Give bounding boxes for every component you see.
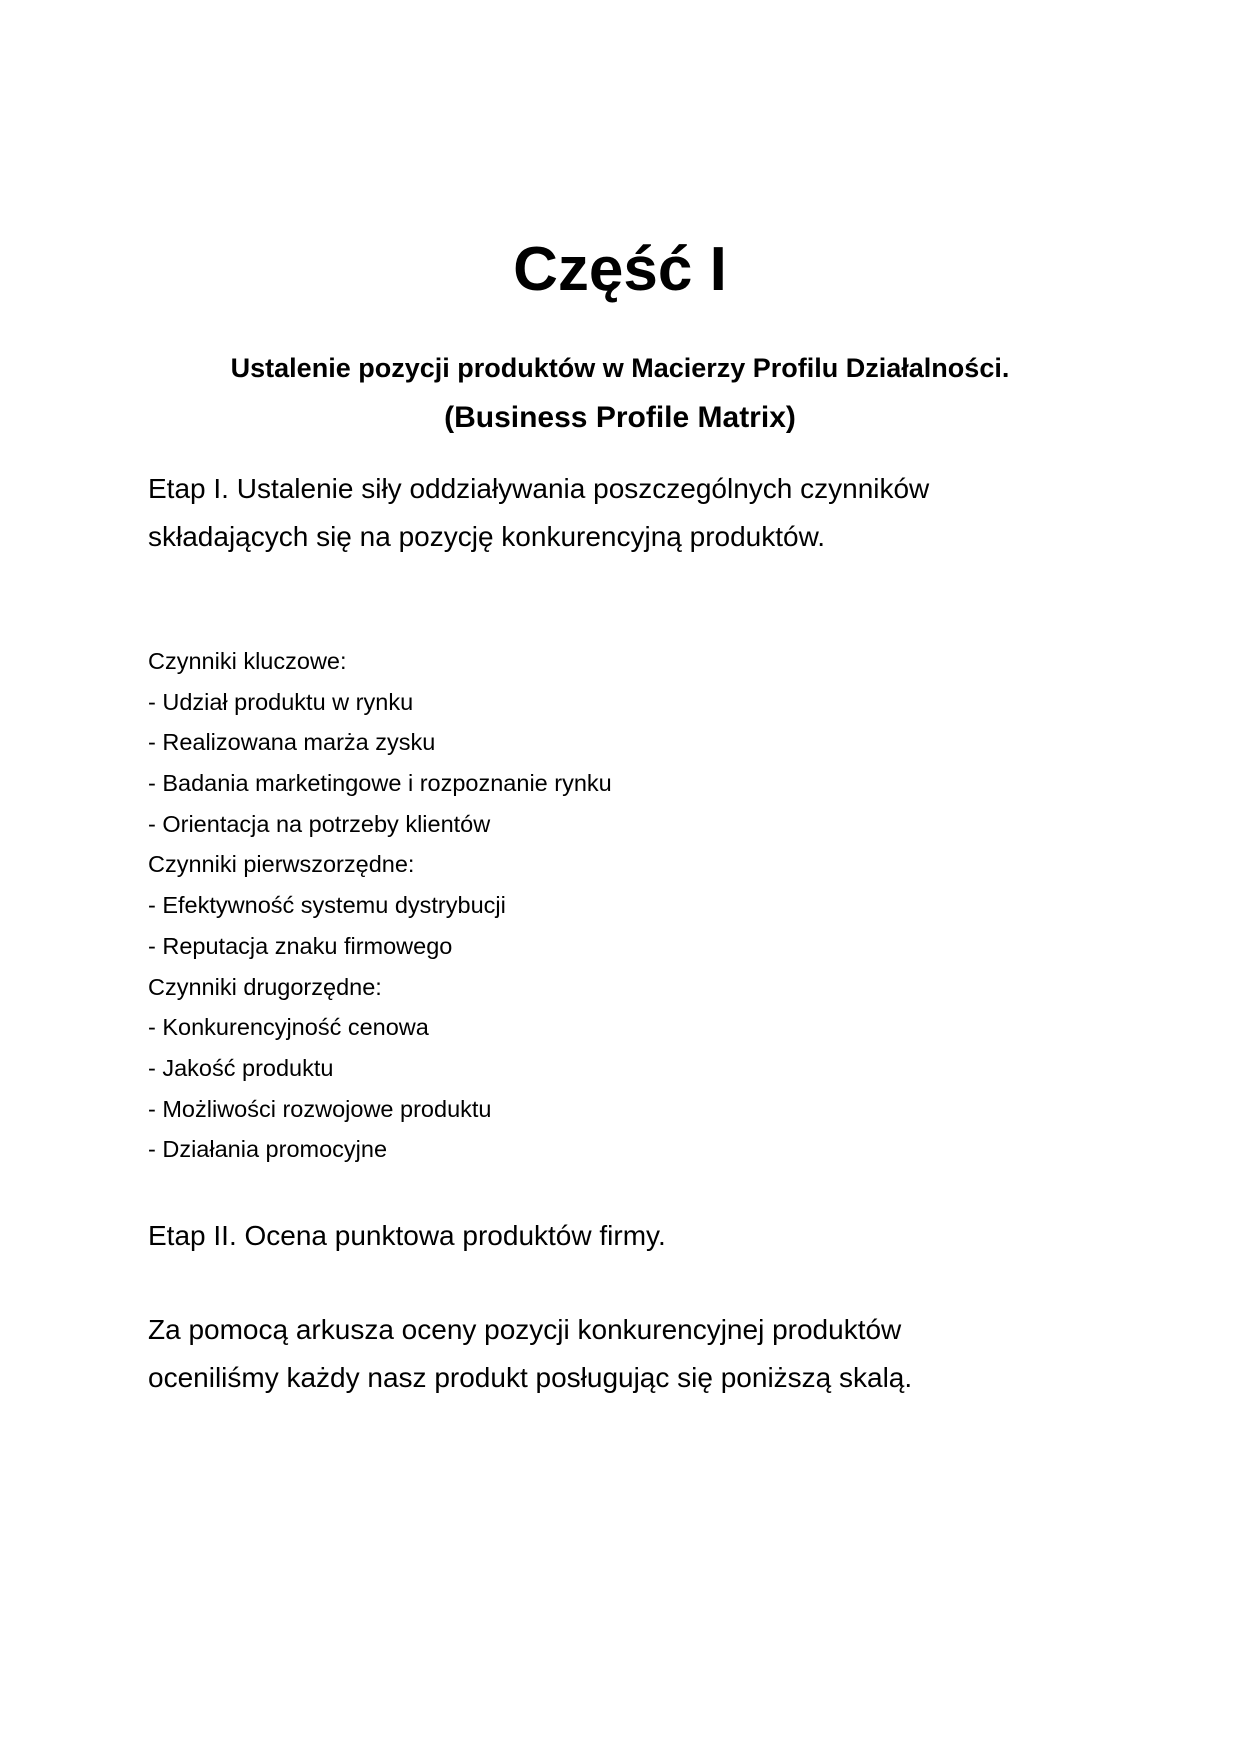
closing-line-1: Za pomocą arkusza oceny pozycji konkurencyjnej produktów — [148, 1314, 902, 1345]
list-item: - Efektywność systemu dystrybucji — [148, 892, 506, 919]
list-item: - Realizowana marża zysku — [148, 729, 436, 756]
list-item: - Działania promocyjne — [148, 1136, 388, 1163]
list-item: - Reputacja znaku firmowego — [148, 932, 453, 959]
list-item: - Orientacja na potrzeby klientów — [148, 810, 491, 837]
closing-paragraph — [148, 1306, 1108, 1402]
list-item: - Udział produktu w rynku — [148, 688, 414, 715]
subtitle-line-1: Ustalenie pozycji produktów w Macierzy Profilu Działalności. — [230, 353, 1010, 383]
list-item: - Możliwości rozwojowe produktu — [148, 1095, 492, 1122]
list-item: - Jakość produktu — [148, 1054, 334, 1081]
primary-factors-heading: Czynniki pierwszorzędne: — [148, 851, 415, 878]
closing-line-2: oceniliśmy każdy nasz produkt posługując się poniższą skalą. — [148, 1362, 913, 1393]
subtitle-line-2: (Business Profile Matrix) — [444, 401, 796, 434]
page-title: Część I — [513, 235, 727, 304]
stage-1-line-2: składających się na pozycję konkurencyjną produktów. — [148, 521, 826, 552]
stage-1-line-1: Etap I. Ustalenie siły oddziaływania poszczególnych czynników — [148, 473, 930, 504]
list-item: - Konkurencyjność cenowa — [148, 1014, 429, 1041]
secondary-factors-heading: Czynniki drugorzędne: — [148, 973, 382, 1000]
factors-list — [148, 641, 1048, 1170]
stage-1-heading — [148, 465, 1108, 561]
key-factors-heading: Czynniki kluczowe: — [148, 648, 347, 674]
list-item: - Badania marketingowe i rozpoznanie rynku — [148, 770, 612, 797]
stage-2-heading: Etap II. Ocena punktowa produktów firmy. — [148, 1220, 666, 1251]
